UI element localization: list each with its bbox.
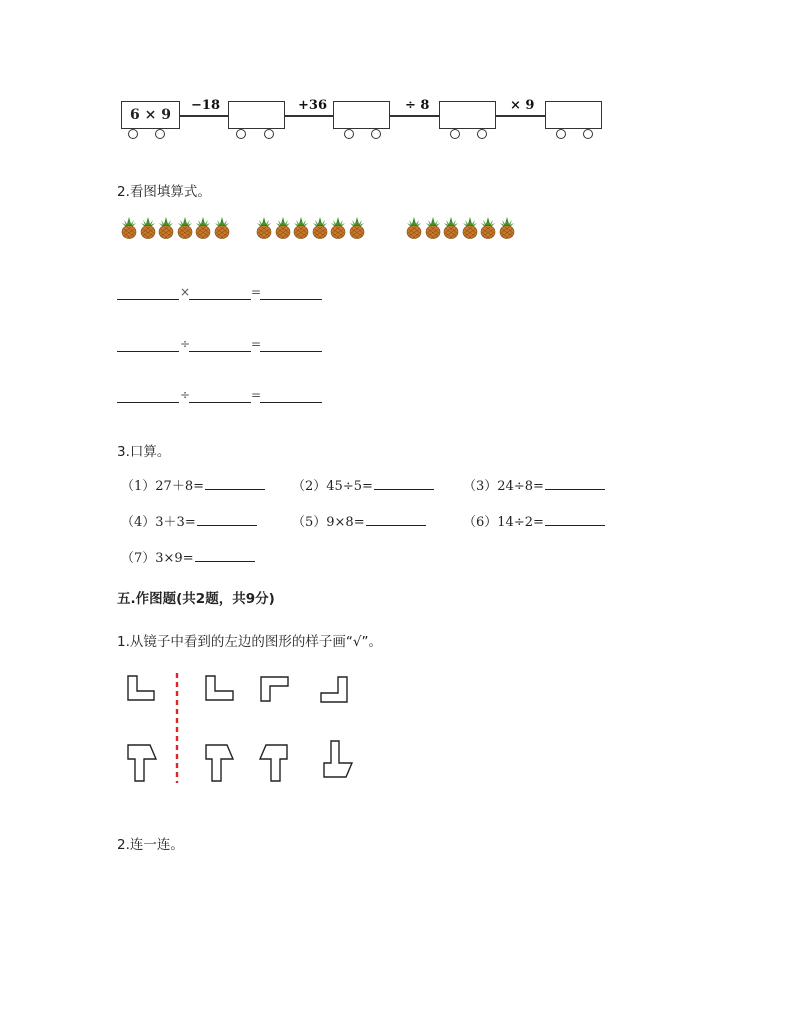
wheel [155,129,165,139]
answer-blank[interactable] [189,351,251,352]
pineapple-icon [480,217,496,239]
train-car-1-expression: 6 × 9 [130,107,171,123]
calc-item-3 [463,475,605,494]
train-link [390,115,439,117]
answer-blank[interactable] [205,477,265,490]
train-car-2 [228,101,285,129]
train-car-3 [333,101,390,129]
calc-expression: （7）3×9= [121,551,194,566]
calc-expression: （5）9×8= [292,515,365,530]
answer-blank[interactable] [260,351,322,352]
hammer-shape-option-2 [260,745,287,781]
train-link [180,115,228,117]
l-shape-original [128,676,154,700]
train-op-3: ÷ 8 [405,98,430,113]
calc-item-4 [121,511,257,530]
pineapple-icon [349,217,365,239]
pineapple-icon [462,217,478,239]
mirror-figures [110,665,370,790]
wheel [264,129,274,139]
calc-item-2 [292,475,434,494]
equals: = [251,285,262,299]
pineapple-icon [312,217,328,239]
l-shape-option-3 [321,677,347,702]
pineapple-icon [425,217,441,239]
answer-blank[interactable] [366,513,426,526]
operator: ÷ [180,337,191,351]
wheel [371,129,381,139]
calc-item-1 [121,475,265,494]
calc-expression: （4）3＋3= [121,515,196,530]
pineapple-icon [214,217,230,239]
answer-blank[interactable] [189,299,251,300]
answer-blank[interactable] [260,402,322,403]
wheel [450,129,460,139]
section-5-question-2: 2.连一连。 [117,837,184,853]
calc-expression: （6）14÷2= [463,515,544,530]
hammer-shape-option-3 [324,741,352,777]
pineapple-icon [499,217,515,239]
wheel [236,129,246,139]
wheel [583,129,593,139]
train-op-4: × 9 [510,98,535,113]
answer-blank[interactable] [197,513,257,526]
operator: ÷ [180,388,191,402]
answer-blank[interactable] [117,299,179,300]
train-link [496,115,545,117]
calc-expression: （2）45÷5= [292,479,373,494]
section-5-title: 五.作图题(共2题，共9分) [117,591,275,607]
l-shape-option-2 [261,677,288,701]
calc-item-6 [463,511,605,530]
answer-blank[interactable] [117,402,179,403]
pineapple-icon [177,217,193,239]
wheel [128,129,138,139]
answer-blank[interactable] [545,477,605,490]
section-5-question-1: 1.从镜子中看到的左边的图形的样子画“√”。 [117,634,382,650]
pineapple-icon [293,217,309,239]
hammer-shape-option-1 [206,745,233,781]
pineapple-icon [195,217,211,239]
answer-blank[interactable] [117,351,179,352]
answer-blank[interactable] [195,549,255,562]
wheel [344,129,354,139]
answer-blank[interactable] [189,402,251,403]
calc-expression: （1）27＋8= [121,479,204,494]
answer-blank[interactable] [260,299,322,300]
answer-blank[interactable] [374,477,434,490]
pineapple-icon [275,217,291,239]
pineapple-icon [443,217,459,239]
wheel [556,129,566,139]
question-3-title: 3.口算。 [117,444,171,460]
train-link [285,115,333,117]
pineapple-icon [158,217,174,239]
calc-item-5 [292,511,426,530]
train-car-4 [439,101,496,129]
train-car-5 [545,101,602,129]
pineapple-icon [256,217,272,239]
calc-item-7 [121,547,255,566]
operator: × [180,285,191,299]
pineapple-icon [140,217,156,239]
pineapple-icon [121,217,137,239]
hammer-shape-original [128,745,156,781]
pineapple-icon [330,217,346,239]
wheel [477,129,487,139]
equals: = [251,388,262,402]
train-car-1 [121,101,180,129]
calc-expression: （3）24÷8= [463,479,544,494]
l-shape-option-1 [206,676,233,700]
answer-blank[interactable] [545,513,605,526]
train-op-2: +36 [298,98,327,113]
question-2-title: 2.看图填算式。 [117,184,211,200]
train-op-1: −18 [191,98,220,113]
pineapple-icon [406,217,422,239]
equals: = [251,337,262,351]
